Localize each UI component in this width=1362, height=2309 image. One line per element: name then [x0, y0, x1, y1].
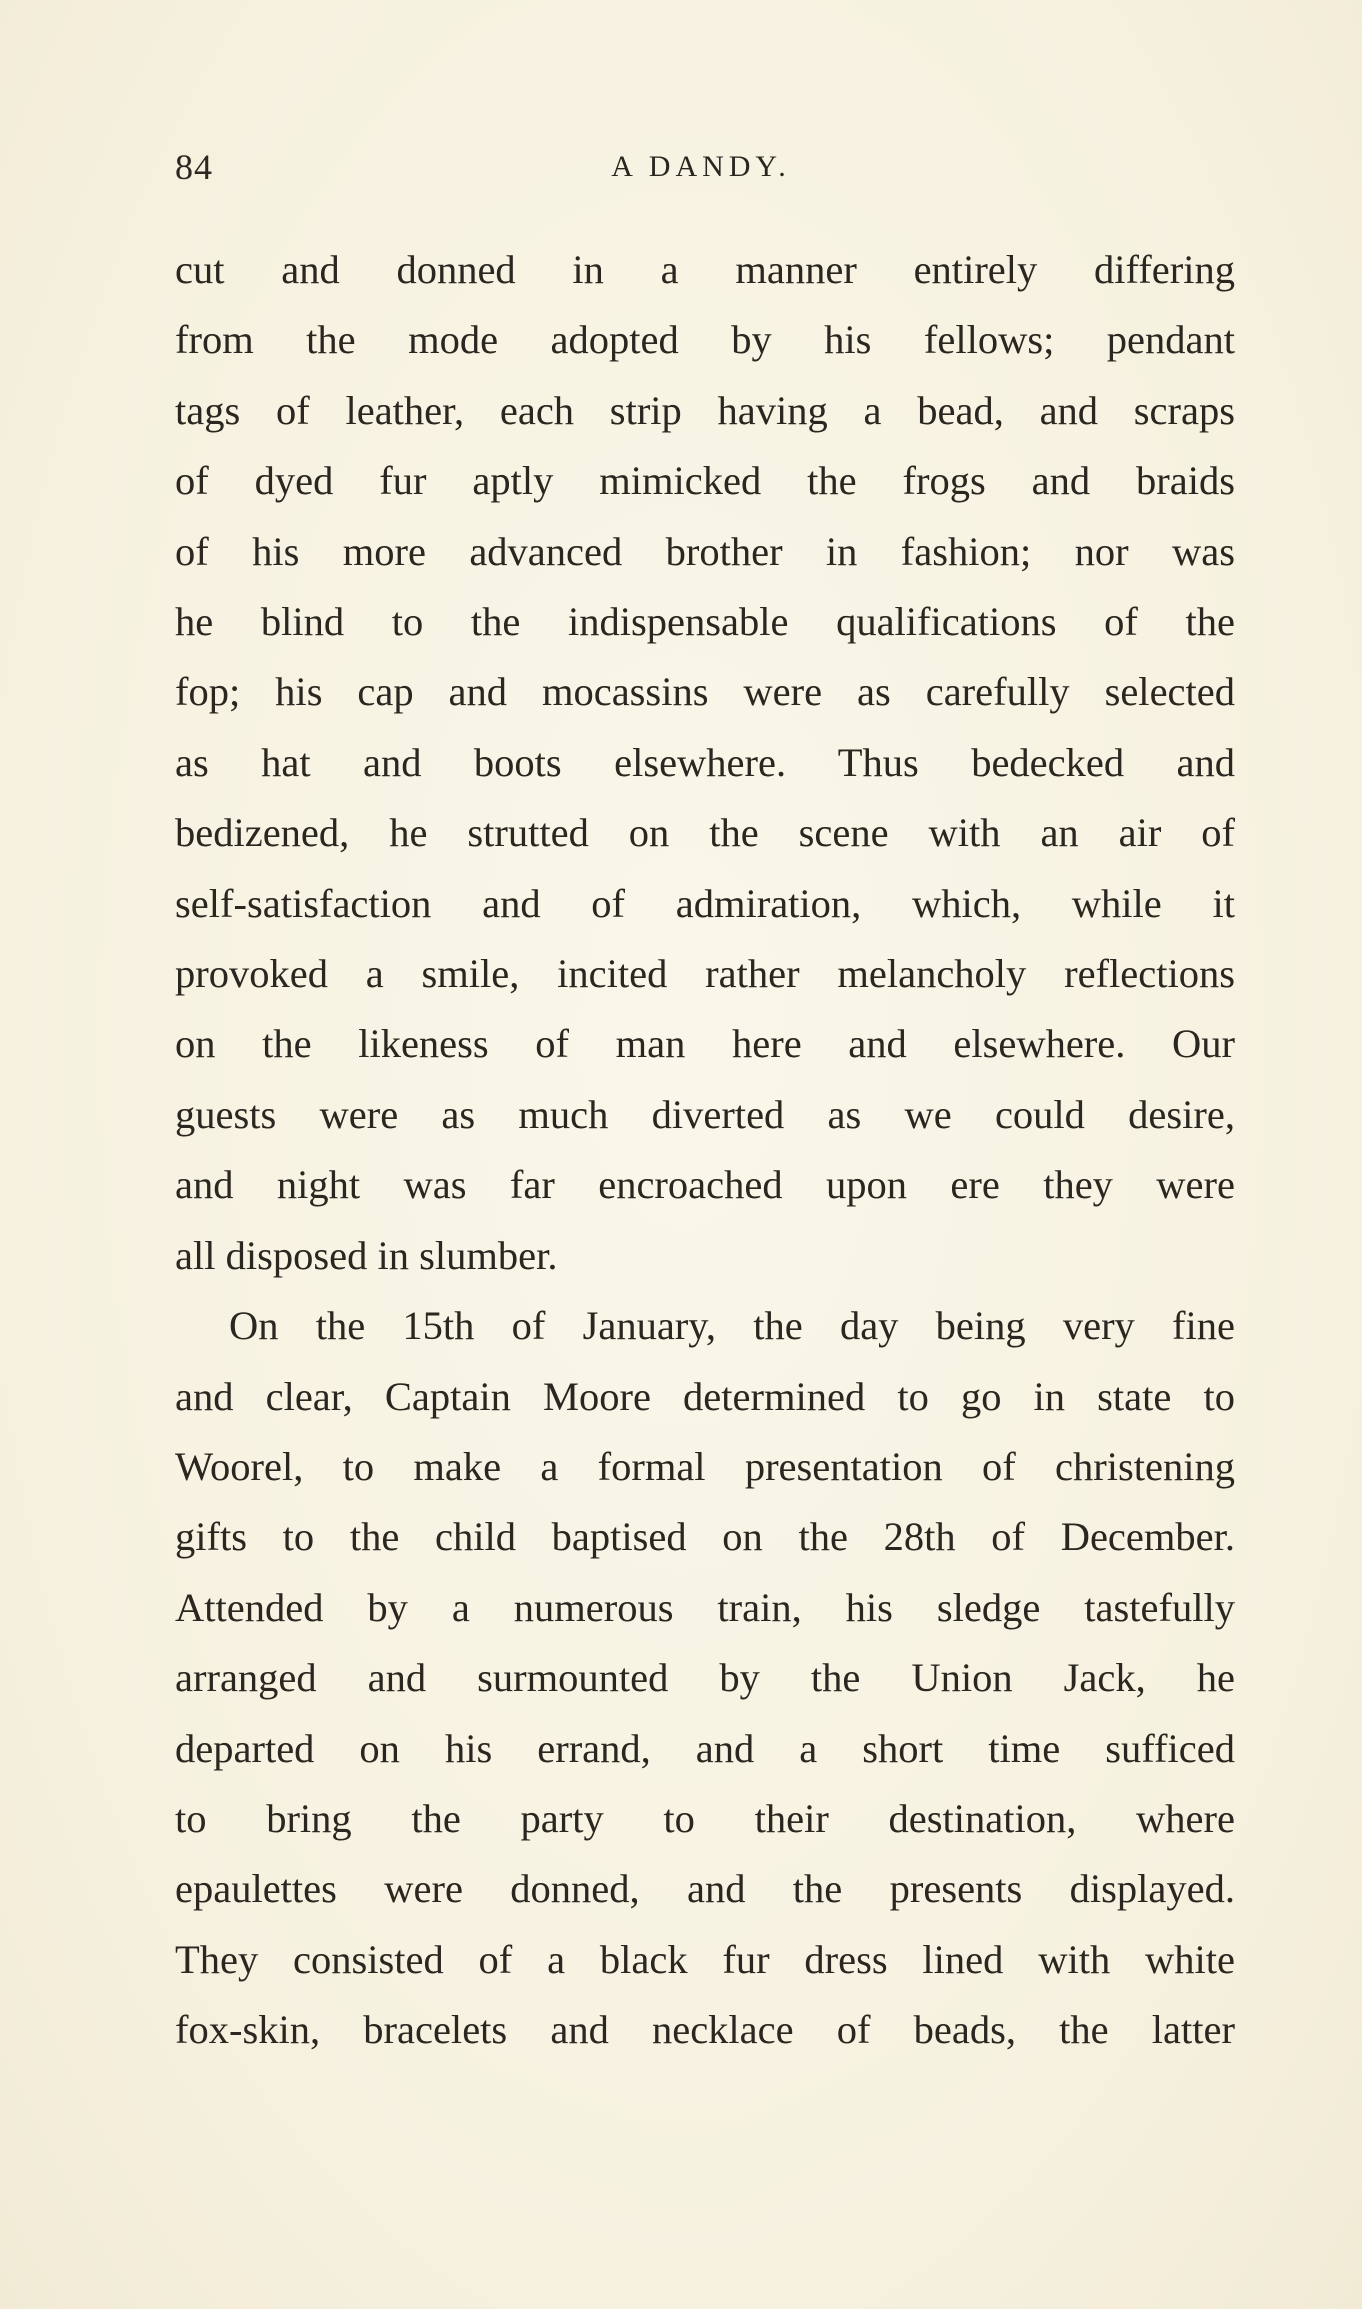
text-line: provoked a smile, incited rather melancholy reflections [175, 951, 1235, 997]
text-line: epaulettes were donned, and the presents displayed. [175, 1866, 1235, 1912]
text-line: on the likeness of man here and elsewhere. Our [175, 1021, 1235, 1067]
text-line: and clear, Captain Moore determined to go in state to [175, 1373, 1235, 1419]
text-line: and night was far encroached upon ere they were [175, 1162, 1235, 1208]
running-head: A DANDY. [611, 150, 791, 183]
text-line: guests were as much diverted as we could desire, [175, 1091, 1235, 1137]
page-header [175, 146, 1227, 196]
text-line: arranged and surmounted by the Union Jack, he [175, 1655, 1235, 1701]
text-line: Woorel, to make a formal presentation of christening [175, 1443, 1235, 1489]
text-line: cut and donned in a manner entirely differing [175, 247, 1235, 292]
text-line: of dyed fur aptly mimicked the frogs and braids [175, 458, 1235, 504]
text-line: On the 15th of January, the day being very fine [229, 1303, 1235, 1349]
text-line: fop; his cap and mocassins were as carefully selected [175, 669, 1235, 715]
text-line: of his more advanced brother in fashion; nor was [175, 528, 1235, 574]
text-line: as hat and boots elsewhere. Thus bedecked and [175, 739, 1235, 785]
text-line: self-satisfaction and of admiration, which, while it [175, 880, 1235, 926]
text-line: departed on his errand, and a short time sufficed [175, 1725, 1235, 1771]
text-line: all disposed in slumber. [175, 1232, 558, 1278]
body-text [175, 235, 1235, 2066]
text-line: from the mode adopted by his fellows; pendant [175, 317, 1235, 363]
text-line: he blind to the indispensable qualifications of the [175, 599, 1235, 645]
paragraph-2 [175, 1291, 1235, 2065]
text-line: to bring the party to their destination, where [175, 1795, 1235, 1841]
text-line: Attended by a numerous train, his sledge tastefully [175, 1584, 1235, 1630]
paragraph-1 [175, 235, 1235, 1291]
text-line: gifts to the child baptised on the 28th of December. [175, 1514, 1235, 1560]
text-line: fox-skin, bracelets and necklace of beads, the latter [175, 2007, 1235, 2053]
page-number: 84 [175, 147, 213, 187]
text-line: tags of leather, each strip having a bead, and scraps [175, 387, 1235, 433]
text-line: bedizened, he strutted on the scene with an air of [175, 810, 1235, 856]
text-line: They consisted of a black fur dress lined with white [175, 1936, 1235, 1982]
